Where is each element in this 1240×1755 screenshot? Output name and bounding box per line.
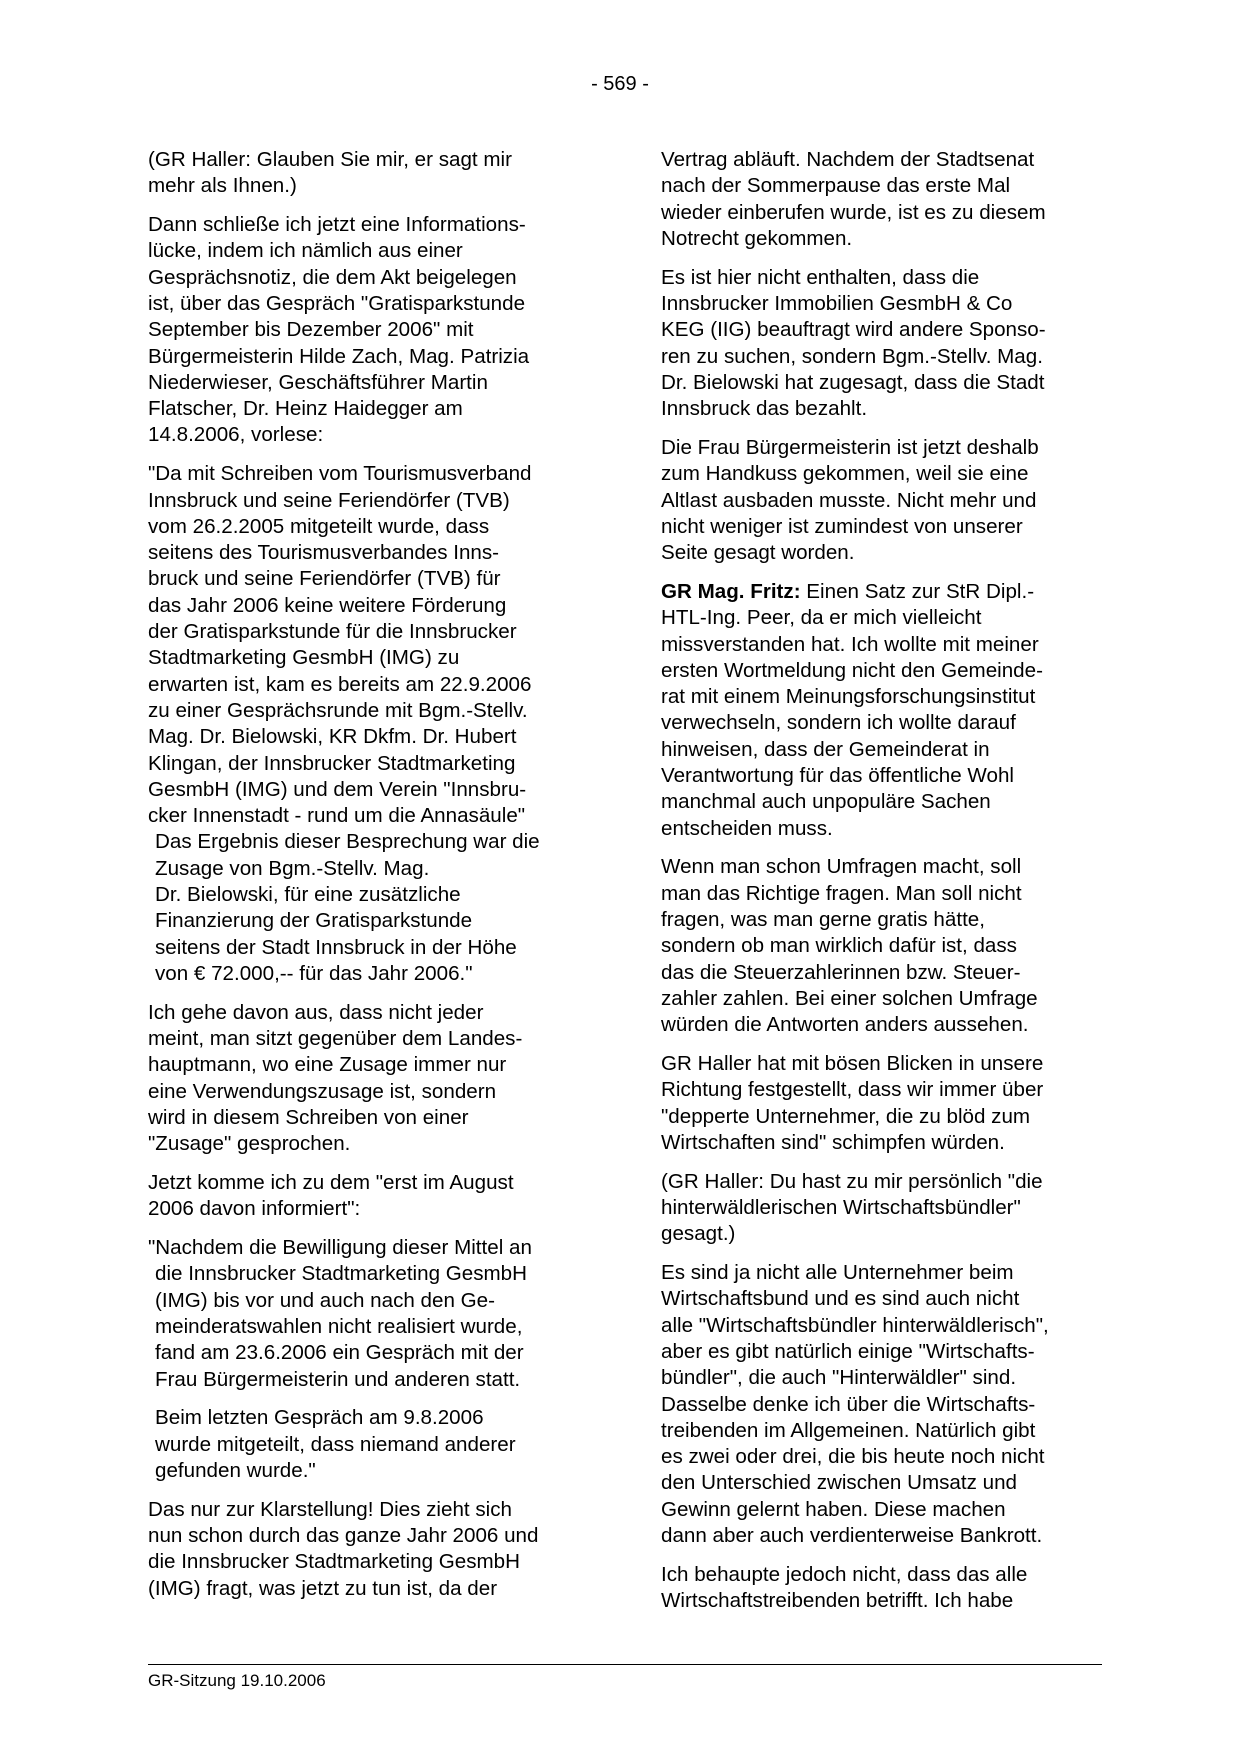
text-line: dann aber auch verdienterweise Bankrott.	[661, 1524, 1043, 1548]
text-line: Wirtschaftsbund und es sind auch nicht	[661, 1287, 1020, 1311]
text-line: GesmbH (IMG) und dem Verein "Innsbru-	[148, 777, 527, 801]
text-line: Beim letzten Gespräch am 9.8.2006	[155, 1406, 484, 1430]
text-line: Innsbruck und seine Feriendörfer (TVB)	[148, 488, 510, 512]
text-line: Stadtmarketing GesmbH (IMG) zu	[148, 646, 460, 670]
speaker-name: GR Mag. Fritz:	[661, 579, 801, 603]
text-line: Gewinn gelernt haben. Diese machen	[661, 1497, 1006, 1521]
text-line: manchmal auch unpopuläre Sachen	[661, 790, 991, 814]
text-line: erwarten ist, kam es bereits am 22.9.2006	[148, 672, 532, 696]
text-line: gesagt.)	[661, 1222, 736, 1246]
text-line: gefunden wurde."	[155, 1458, 316, 1482]
text-line: Frau Bürgermeisterin und anderen statt.	[155, 1367, 521, 1391]
text-line: GR Haller hat mit bösen Blicken in unsere	[661, 1052, 1044, 1075]
text-line: zahler zahlen. Bei einer solchen Umfrage	[661, 986, 1038, 1010]
text-line: vom 26.2.2005 mitgeteilt wurde, dass	[148, 514, 490, 538]
text-line: wurde mitgeteilt, dass niemand anderer	[155, 1432, 516, 1456]
paragraph-zusage	[148, 1000, 598, 1158]
text-line: September bis Dezember 2006" mit	[148, 318, 474, 342]
text-line: Richtung festgestellt, dass wir immer über	[661, 1078, 1044, 1102]
text-line: die Innsbrucker Stadtmarketing GesmbH	[155, 1262, 527, 1286]
text-line: verwechseln, sondern ich wollte darauf	[661, 711, 1016, 735]
text-line: alle "Wirtschaftsbündler hinterwäldlerisch",	[661, 1313, 1049, 1337]
text-line: rat mit einem Meinungsforschungsinstitut	[661, 685, 1036, 709]
text-line: zu einer Gesprächsrunde mit Bgm.-Stellv.	[148, 698, 528, 722]
paragraph-haller-blicke	[661, 1051, 1111, 1156]
text-line: das die Steuerzahlerinnen bzw. Steuer-	[661, 960, 1021, 984]
text-line: entscheiden muss.	[661, 816, 833, 840]
text-line: mehr als Ihnen.)	[148, 174, 297, 198]
text-line: meinderatswahlen nicht realisiert wurde,	[155, 1314, 523, 1338]
text-line: zum Handkuss gekommen, weil sie eine	[661, 462, 1029, 486]
text-line: Finanzierung der Gratisparkstunde	[155, 909, 473, 933]
footer-session-date: GR-Sitzung 19.10.2006	[148, 1671, 326, 1690]
paragraph-fritz-speech	[661, 579, 1111, 842]
text-line: fragen, was man gerne gratis hätte,	[661, 908, 985, 932]
text-line: cker Innenstadt - rund um die Annasäule"	[148, 804, 526, 828]
text-line: ren zu suchen, sondern Bgm.-Stellv. Mag.	[661, 344, 1043, 368]
text-line: Mag. Dr. Bielowski, KR Dkfm. Dr. Hubert	[148, 725, 517, 749]
paragraph-quote-tvb	[148, 461, 598, 987]
right-column	[661, 147, 1111, 1627]
text-line: Wirtschaftstreibenden betrifft. Ich habe	[661, 1589, 1014, 1613]
text-line: "Nachdem die Bewilligung dieser Mittel an	[148, 1236, 532, 1260]
text-line: Seite gesagt worden.	[661, 541, 855, 565]
text-line: von € 72.000,-- für das Jahr 2006."	[155, 961, 473, 985]
text-line: Dr. Bielowski, für eine zusätzliche	[155, 883, 461, 907]
text-line: "Zusage" gesprochen.	[148, 1132, 351, 1156]
text-line: der Gratisparkstunde für die Innsbrucker	[148, 620, 517, 644]
text-line: (IMG) bis vor und auch nach den Ge-	[155, 1288, 495, 1312]
paragraph-quote-bewilligung	[148, 1235, 598, 1393]
text-line: hinweisen, dass der Gemeinderat in	[661, 737, 990, 761]
text-line: Bürgermeisterin Hilde Zach, Mag. Patrizia	[148, 344, 530, 368]
text-line: nicht weniger ist zumindest von unserer	[661, 514, 1023, 538]
paragraph-haller-interjection	[148, 147, 598, 200]
text-line: nun schon durch das ganze Jahr 2006 und	[148, 1524, 539, 1548]
page-number: - 569 -	[591, 73, 649, 95]
text-line: ersten Wortmeldung nicht den Gemeinde-	[661, 658, 1043, 682]
text-line: Dasselbe denke ich über die Wirtschafts-	[661, 1392, 1036, 1416]
text-line: Niederwieser, Geschäftsführer Martin	[148, 370, 488, 394]
text-line: Zusage von Bgm.-Stellv. Mag.	[155, 856, 430, 880]
text-line: wieder einberufen wurde, ist es zu diesem	[661, 200, 1046, 224]
paragraph-wirtschaftsbund	[661, 1260, 1111, 1549]
text-line: seitens der Stadt Innsbruck in der Höhe	[155, 935, 517, 959]
text-line: Klingan, der Innsbrucker Stadtmarketing	[148, 751, 516, 775]
text-line: den Unterschied zwischen Umsatz und	[661, 1471, 1017, 1495]
text-line: (IMG) fragt, was jetzt zu tun ist, da der	[148, 1576, 498, 1600]
text-line: Ich behaupte jedoch nicht, dass das alle	[661, 1562, 1028, 1586]
text-line: (GR Haller: Glauben Sie mir, er sagt mir	[148, 148, 512, 171]
text-line: man das Richtige fragen. Man soll nicht	[661, 881, 1022, 905]
text-line: Verantwortung für das öffentliche Wohl	[661, 764, 1014, 788]
text-line: Wenn man schon Umfragen macht, soll	[661, 855, 1022, 879]
text-line: würden die Antworten anders aussehen.	[661, 1013, 1029, 1037]
text-line: missverstanden hat. Ich wollte mit meiner	[661, 632, 1039, 656]
text-line: Die Frau Bürgermeisterin ist jetzt deshalb	[661, 435, 1039, 459]
text-line: Wirtschaften sind" schimpfen würden.	[661, 1130, 1005, 1154]
text-line: Altlast ausbaden musste. Nicht mehr und	[661, 488, 1037, 512]
text-line: Es ist hier nicht enthalten, dass die	[661, 265, 980, 289]
text-line: bündler", die auch "Hinterwäldler" sind.	[661, 1366, 1017, 1390]
paragraph-iig	[661, 265, 1111, 423]
paragraph-vertrag	[661, 147, 1111, 252]
text-line: Innsbrucker Immobilien GesmbH & Co	[661, 291, 1013, 315]
paragraph-haller-interjection-2	[661, 1169, 1111, 1248]
paragraph-altlast	[661, 435, 1111, 566]
text-line: ist, über das Gespräch "Gratisparkstunde	[148, 291, 526, 315]
text-line: treibenden im Allgemeinen. Natürlich gibt	[661, 1418, 1036, 1442]
paragraph-klarstellung	[148, 1497, 598, 1602]
text-line: Es sind ja nicht alle Unternehmer beim	[661, 1261, 1014, 1285]
text-line: eine Verwendungszusage ist, sondern	[148, 1079, 497, 1103]
text-line: Dr. Bielowski hat zugesagt, dass die Stadt	[661, 370, 1045, 394]
text-line: sondern ob man wirklich dafür ist, dass	[661, 934, 1017, 958]
text-line: fand am 23.6.2006 ein Gespräch mit der	[155, 1341, 524, 1365]
text-line: KEG (IIG) beauftragt wird andere Sponso-	[661, 318, 1046, 342]
paragraph-august	[148, 1170, 598, 1223]
text-line: Dann schließe ich jetzt eine Informations-	[148, 213, 526, 237]
text-line: Ich gehe davon aus, dass nicht jeder	[148, 1000, 484, 1024]
text-line: meint, man sitzt gegenüber dem Landes-	[148, 1027, 523, 1050]
paragraph-information-gap	[148, 212, 598, 449]
text-line: das Jahr 2006 keine weitere Förderung	[148, 593, 507, 617]
text-line: Gesprächsnotiz, die dem Akt beigelegen	[148, 265, 517, 289]
text-line: 14.8.2006, vorlese:	[148, 423, 324, 447]
text-line: lücke, indem ich nämlich aus einer	[148, 239, 463, 263]
text-line: die Innsbrucker Stadtmarketing GesmbH	[148, 1550, 520, 1574]
text-line: Notrecht gekommen.	[661, 226, 853, 250]
left-column	[148, 147, 598, 1614]
paragraph-behaupte	[661, 1562, 1111, 1615]
text-line: 2006 davon informiert":	[148, 1197, 361, 1221]
text-line: aber es gibt natürlich einige "Wirtschafts-	[661, 1339, 1035, 1363]
text-line: (GR Haller: Du hast zu mir persönlich "die	[661, 1169, 1043, 1193]
paragraph-umfragen	[661, 854, 1111, 1038]
text-line: Jetzt komme ich zu dem "erst im August	[148, 1170, 514, 1194]
text-line: Das Ergebnis dieser Besprechung war die	[155, 830, 540, 854]
text-line: Das nur zur Klarstellung! Dies zieht sich	[148, 1497, 512, 1521]
text-line: hauptmann, wo eine Zusage immer nur	[148, 1053, 507, 1077]
text-line: seitens des Tourismusverbandes Inns-	[148, 541, 500, 565]
text-line: HTL-Ing. Peer, da er mich vielleicht	[661, 606, 982, 630]
speech-text: Einen Satz zur StR Dipl.-	[800, 579, 1035, 603]
text-line: Vertrag abläuft. Nachdem der Stadtsenat	[661, 148, 1035, 171]
text-line: Flatscher, Dr. Heinz Haidegger am	[148, 397, 463, 421]
paragraph-quote-letztes-gespraech	[148, 1405, 598, 1484]
text-line: hinterwäldlerischen Wirtschaftsbündler"	[661, 1195, 1021, 1219]
text-line: "depperte Unternehmer, die zu blöd zum	[661, 1104, 1031, 1128]
text-line: Innsbruck das bezahlt.	[661, 397, 868, 421]
footer-divider	[148, 1664, 1102, 1665]
text-line: bruck und seine Feriendörfer (TVB) für	[148, 567, 501, 591]
text-line: "Da mit Schreiben vom Tourismusverband	[148, 462, 532, 486]
text-line: es zwei oder drei, die bis heute noch nicht	[661, 1445, 1045, 1469]
text-line: wird in diesem Schreiben von einer	[148, 1105, 469, 1129]
text-line	[661, 579, 1111, 605]
text-line: nach der Sommerpause das erste Mal	[661, 174, 1011, 198]
